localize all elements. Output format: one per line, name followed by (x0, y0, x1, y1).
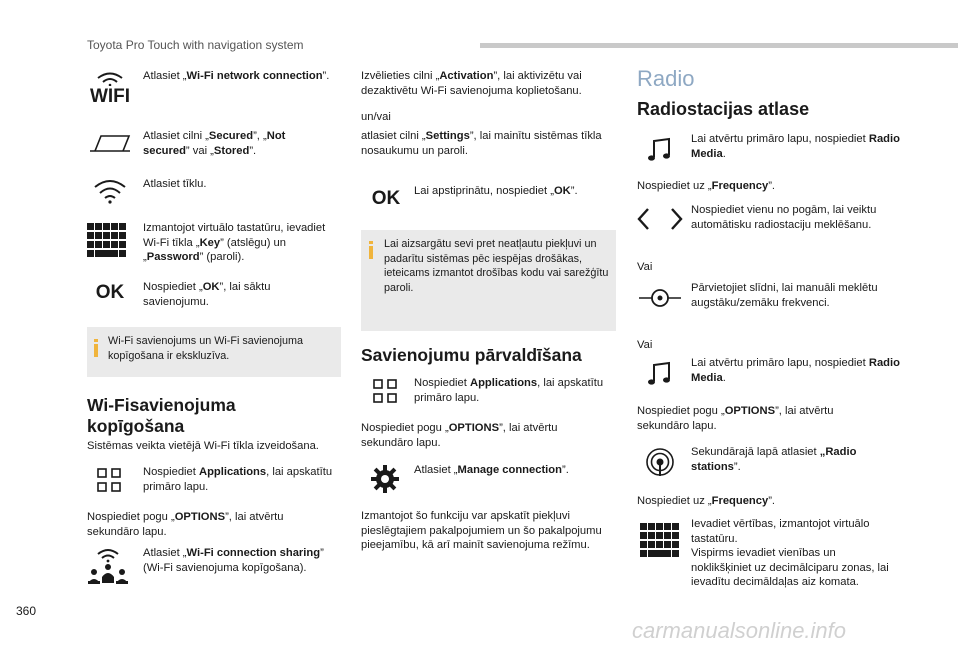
slider-icon (638, 287, 682, 309)
step-wifi-network: Atlasiet „Wi-Fi network connection”. (143, 70, 330, 82)
step-options: Nospiediet pogu „OPTIONS”, lai atvērtu sekundāro lapu. (87, 511, 284, 538)
wifi-network-icon (88, 68, 132, 112)
step-ok-connect: Nospiediet „OK”, lai sāktu savienojumu. (143, 281, 271, 308)
info-box-security (361, 230, 616, 331)
step-radio-stations: Sekundārajā lapā atlasiet „Radio stations”. (691, 446, 857, 473)
step-wifi-sharing: Atlasiet „Wi-Fi connection sharing” (Wi-Fi savienojuma kopīgošana). (143, 547, 324, 574)
step-ok-confirm: Lai apstiprinātu, nospiediet „OK”. (414, 185, 578, 197)
wifi-signal-icon (90, 176, 130, 206)
applications-icon (371, 377, 399, 405)
keyboard-icon (640, 521, 680, 561)
manage-connection-description: Izmantojot šo funkciju var apskatīt piekļuvi pieslēgtajiem pakalpojumiem un šo pakalpojumu pieejamību, kā arī mainīt savienojuma režīmu. (361, 510, 602, 551)
section-title-connection-management: Savienojumu pārvaldīšana (361, 345, 582, 365)
info-text: Lai aizsargātu sevi pret neatļautu piekļuvi un padarītu sistēmas pēc iespējas drošākas, ieteicams izmantot drošības kodu vai sarežģītu paroli. (384, 238, 609, 294)
wifi-sharing-icon (86, 546, 130, 586)
step-manage-connection: Atlasiet „Manage connection”. (414, 464, 569, 476)
ok-icon-confirm: OK (371, 188, 401, 209)
section-title-station-selection: Radiostacijas atlase (637, 99, 810, 119)
gear-icon (368, 462, 402, 496)
page-number: 360 (16, 604, 37, 618)
step-frequency-1: Nospiediet uz „Frequency”. (637, 180, 776, 192)
info-box-exclusive (87, 327, 341, 377)
applications-icon (95, 466, 123, 494)
radio-stations-icon (644, 446, 676, 478)
chapter-title-radio: Radio (637, 66, 695, 91)
step-secured-tabs: Atlasiet cilni „Secured”, „Not secured” vai „Stored”. (143, 130, 286, 157)
info-icon (369, 241, 373, 244)
section-title-wifi-sharing: Wi-Fisavienojuma kopīgošana (87, 395, 236, 436)
wifi-icon-label: WIFI (89, 86, 131, 107)
or-text: un/vai (361, 111, 391, 123)
step-applications: Nospiediet Applications, lai apskatītu primāro lapu. (143, 466, 333, 493)
watermark: carmanualsonline.info (632, 618, 847, 643)
arrows-icon (634, 206, 686, 232)
step-auto-search: Nospiediet vienu no pogām, lai veiktu automātisku radiostaciju meklēšanu. (691, 204, 877, 231)
music-note-icon (644, 358, 676, 390)
info-icon (94, 339, 98, 342)
section-intro: Sistēmas veikta vietējā Wi-Fi tīkla izveidošana. (87, 440, 319, 452)
music-note-icon (644, 134, 676, 166)
step-manual-slider: Pārvietojiet slīdni, lai manuāli meklētu augstāku/zemāku frekvenci. (691, 282, 878, 309)
tab-icon (88, 132, 132, 154)
ok-icon: OK (95, 282, 125, 303)
step-radio-media-2: Lai atvērtu primāro lapu, nospiediet Radio Media. (691, 357, 900, 384)
step-activation: Izvēlieties cilni „Activation”, lai aktivizētu vai dezaktivētu Wi-Fi savienojuma koplietošanu. (361, 70, 582, 97)
keyboard-icon (87, 221, 127, 261)
or-text-1: Vai (637, 261, 653, 273)
info-text: Wi-Fi savienojums un Wi-Fi savienojuma kopīgošana ir ekskluzīva. (108, 335, 303, 362)
step-applications: Nospiediet Applications, lai apskatītu primāro lapu. (414, 377, 604, 404)
step-options: Nospiediet pogu „OPTIONS”, lai atvērtu sekundāro lapu. (361, 422, 558, 449)
step-options: Nospiediet pogu „OPTIONS”, lai atvērtu sekundāro lapu. (637, 405, 834, 432)
step-radio-media-1: Lai atvērtu primāro lapu, nospiediet Radio Media. (691, 133, 900, 160)
step-virtual-keyboard: Ievadiet vērtības, izmantojot virtuālo tastatūru. Vispirms ievadiet vienības un noklikšķiniet uz decimālciparu zonas, lai ievadītu decimāldaļas aiz komata. (691, 518, 889, 588)
step-frequency-2: Nospiediet uz „Frequency”. (637, 495, 776, 507)
step-select-network: Atlasiet tīklu. (143, 178, 207, 190)
or-text-2: Vai (637, 339, 653, 351)
step-settings: atlasiet cilni „Settings”, lai mainītu sistēmas tīkla nosaukumu un paroli. (361, 130, 602, 157)
step-keyboard-key: Izmantojot virtuālo tastatūru, ievadiet Wi-Fi tīkla „Key” (atslēgu) un „Password” (paroli). (143, 222, 326, 263)
header-bar (480, 43, 958, 48)
running-header: Toyota Pro Touch with navigation system (87, 38, 304, 52)
